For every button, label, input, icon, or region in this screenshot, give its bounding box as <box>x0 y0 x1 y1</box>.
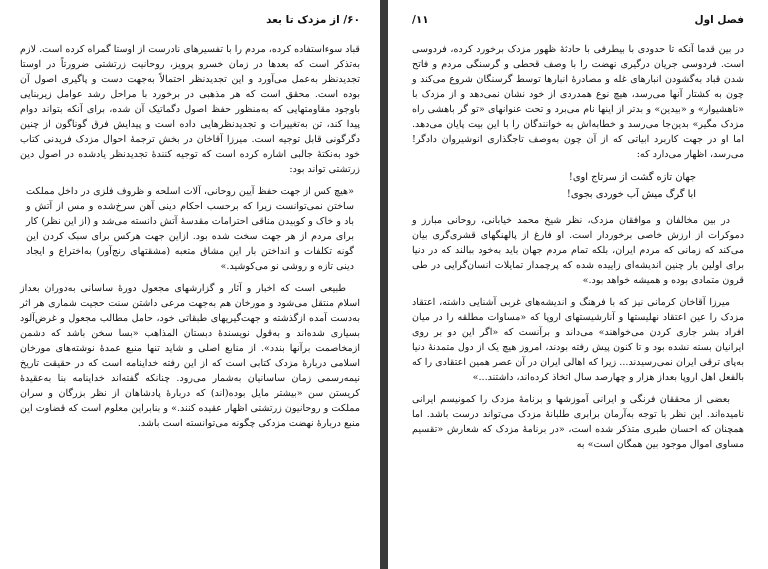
right-chapter-title: فصل اول <box>694 14 744 26</box>
left-paragraph-2: طبیعی است که اخبار و آثار و گزارشهای مجعول دورهٔ ساسانی به‌دوران بعداز اسلام منتقل می‌شود و مورخان هم به‌جهت مرعی داشتن سنت حجیت شماری هر اثر به‌دست آمده ازگذشته و جهت‌گیریهای طبقاتی خود، حامل مطالب مجعول و غرض‌آلود بسیاری شده‌اند و به‌قول نویسندهٔ دبستان المذاهب «بسا سخن باشد که دشمن ازمخاصمت برآنها بندد». از منابع اصلی و شاید تنها منبع عمدهٔ نوشته‌های مورخان اسلامی دربارهٔ مزدک کتابی است که از این رفته خداینامه است که در حقیقت تاریخ نیمه‌رسمی زمان ساسانیان به‌شمار می‌رود. چنانکه گفته‌اند خداینامه بنا به‌عقیدهٔ کریستن سن «بیشتر مایل بوده(اند) که دربارهٔ پادشاهان از نظر بزرگان و سران مملکت و روحانیون زرتشتی اظهار عقیده کنند.» و بنابراین معلوم است که قضاوت این منبع دربارهٔ نهضت مزدکی چگونه می‌توانسته است باشد. <box>20 283 360 429</box>
left-running-head-text <box>266 14 360 26</box>
right-paragraph-3: میرزا آقاخان کرمانی نیز که با فرهنگ و اندیشه‌های غربی آشنایی داشته، اعتقاد مزدک را عین اعتقاد نهلیستها و آنارشیستهای اروپا که «مساوات مطلقه را در میان افراد بشر جاری کردن می‌خواهند» می‌داند و برآنست که «اگر این دو بر روی ایرانیان بسته نشده بود و تا کنون پیش رفته بودند، امروز هیچ یک از دول متمدنهٔ دنیا به‌پای ترقی ایران نمی‌رسیدند... زیرا که اهالی ایران در آن عصر همین اعتقادی را که بالفعل اهل اروپا بعداز هزار و چهارصد سال اتخاذ کرده‌اند، داشتند...» <box>412 297 744 383</box>
verse-line-2: ابا گرگ میش آب خوردی بجوی! <box>566 189 696 200</box>
left-page <box>0 0 380 569</box>
left-paragraph-1: قباد سوءاستفاده کرده، مردم را با تفسیرهای نادرست از اوستا گمراه کرده است. لازم به‌تذکر است که بعدها در زمان خسرو پرویز، روحانیت زرتشتی ضرورتاً در اوستا تجدیدنظر به‌عمل می‌آورد و این تجدیدنظر احتمالاً به‌جهت دست و پاگیری اصول آن بوده است. محقق است که هر مذهبی در برخورد با مراحل رشد عوامل زیربنایی باوجود مقاومتهایی که به‌منظور حفظ اصول دگماتیک آن شده، برای آنکه بتواند دوام پیدا کند، تن به‌تغییرات و تجدیدنظرهایی داده است و پیدایش فرق گوناگون از چنین دگرگونی قابل توجیه است. میرزا آقاخان در بخش ترجمهٔ احوال مزدک فریدنی کتاب خود به‌نکتهٔ جالبی اشاره کرده است که توجیه کنندهٔ تجدیدنظر یادشده در اصول دین زرتشتی تواند بود: <box>20 44 360 175</box>
right-paragraph-2: در بین مخالفان و موافقان مزدک، نظر شیخ محمد خیابانی، روحانی مبارز و دموکرات از ارزش خاصی برخوردار است. او فارغ از پالهنگهای قشری‌گری بیان می‌کند که زمانی که مردم ایران، بلکه تمام مردم جهان باید به‌خود ببالند که در دنیا برای اولین بار چنین اندیشه‌ای زاییده شده که پرچمدار تمایلات انسان‌گرایی در طی قرون متمادی بوده و همیشه خواهد بود.» <box>412 215 744 286</box>
left-page-number: ۶۰/ <box>343 14 360 26</box>
left-quote: «هیچ کس از جهت حفظ آیین روحانی، آلات اسلحه و ظروف فلزی در داخل مملکت ساختن نمی‌توانست زیرا که برحسب احکام دینی آهن سرخ‌شده و مس از آتش و باد و خاک و کوبیدن مناقی احترامات مقدسهٔ آتش دانسته می‌شد و (از این نظر) کار برای مردم از هر جهت سخت شده بود. ازاین جهت هرکس برای سبک کردن این گونه تکلفات و انداختن بار این مشاق متعبه (مشقتهای رنج‌آور) به‌اختراع و ایجاد دینی تازه و روشی نو می‌کوشید.» <box>26 186 354 272</box>
right-page-number: ۱۱/ <box>412 14 429 26</box>
left-chapter-title: از مزدک تا بعد <box>266 14 340 26</box>
verse-line-1: جهان تازه گشت از سرتاج اوی! <box>568 172 696 183</box>
left-body-text <box>20 42 360 431</box>
right-paragraph-1: در بین قدما آنکه تا حدودی با بیطرفی با حادثهٔ ظهور مزدک برخورد کرده، فردوسی است. فردوسی جریان درگیری نهضت را با وصف قحطی و گرسنگی مردم و فاتح شدن قباد به‌گشودن انبارهای غله و مصادرهٔ انبارها توسط گرسنگان شروع می‌کند و چون به کشتار آنها می‌رسد، هیچ نوع همدردی از خود نشان نمی‌دهد و از مزدک با «ناهشیوار» و «بیدین» و بدتر از اینها نام می‌برد و تحت عنوانهای «تو گر باهشی راه مزدک مگیر» بدین‌جا می‌رسد و خطابه‌اش به خوانندگان را با این بیت پایان می‌دهد. اما او در جهت کاربرد ابیاتی که از آن چون به‌وصف تاجگذاری انوشیروان دادگر! می‌رسد، اظهار می‌دارد که: <box>412 44 744 160</box>
right-body-text <box>412 42 744 452</box>
poem-verse <box>412 169 744 203</box>
right-page <box>388 0 768 569</box>
left-running-head <box>20 14 360 26</box>
right-running-head <box>412 14 744 26</box>
right-paragraph-4: بعضی از محققان فرنگی و ایرانی آموزشها و برنامهٔ مزدک را کمونیسم ایرانی نامیده‌اند. این نظر با توجه به‌آرمان برابری طلبانهٔ مزدک می‌تواند درست باشد. اما همچنان که احسان طبری متذکر شده است، «در برنامهٔ مزدک که شعارش «تقسیم مساوی اموال موجود بین همگان است» به <box>412 394 744 450</box>
